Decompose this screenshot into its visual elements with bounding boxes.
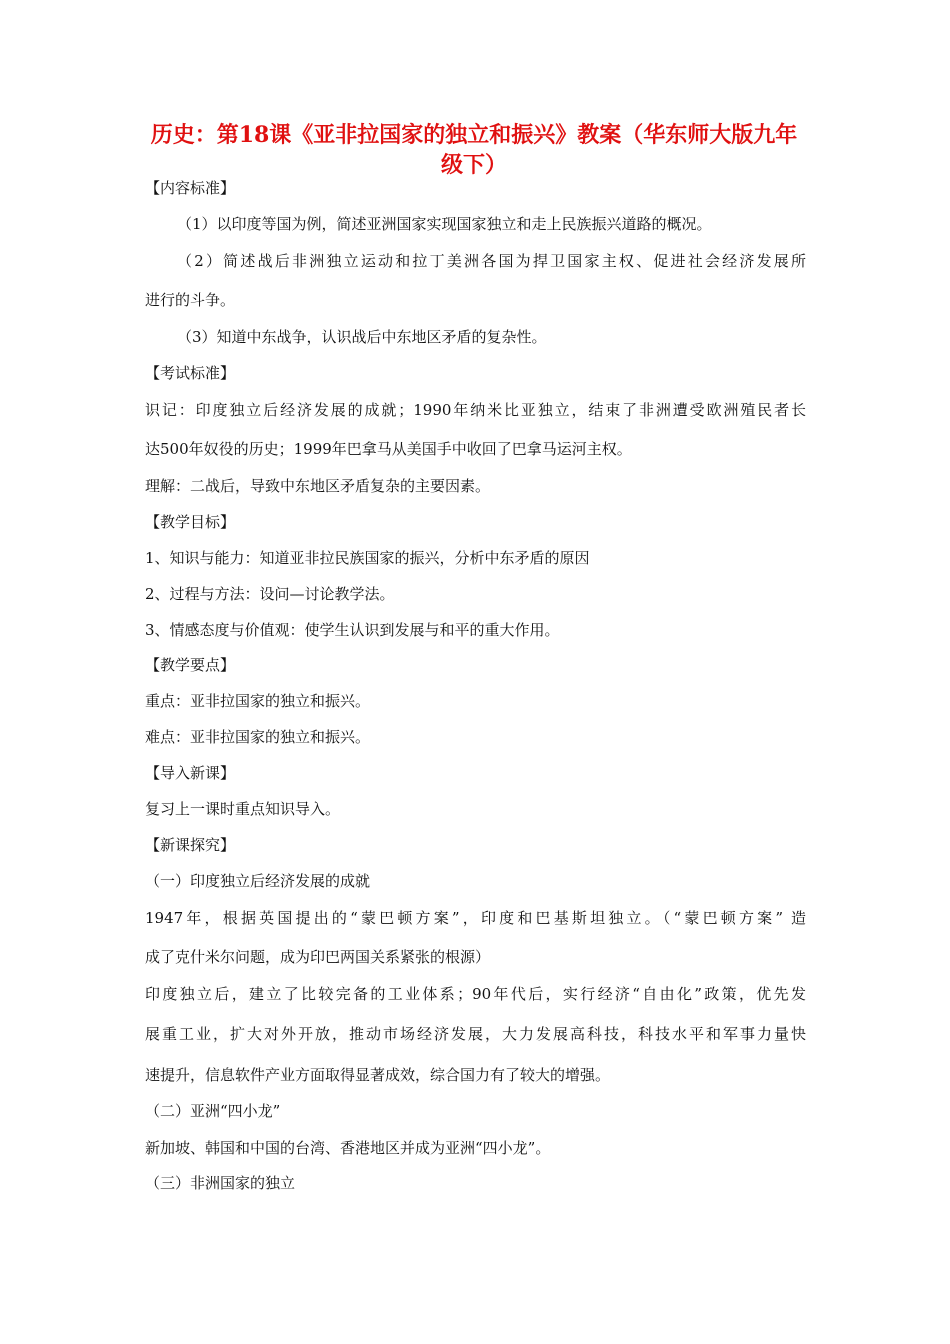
content-standard-item-2-cont: 进行的斗争。 — [145, 291, 236, 309]
content-standard-heading: 【内容标准】 — [145, 179, 236, 197]
section-1-line-5: 速提升，信息软件产业方面取得显著成效，综合国力有了较大的增强。 — [145, 1066, 611, 1084]
key-point-focus: 重点：亚非拉国家的独立和振兴。 — [145, 692, 371, 710]
new-lesson-heading: 【新课探究】 — [145, 836, 236, 854]
content-standard-item-1: （1）以印度等国为例，简述亚洲国家实现国家独立和走上民族振兴道路的概况。 — [177, 215, 712, 233]
intro-heading: 【导入新课】 — [145, 764, 236, 782]
teaching-goal-3: 3、情感态度与价值观：使学生认识到发展与和平的重大作用。 — [145, 621, 560, 639]
exam-standard-heading: 【考试标准】 — [145, 364, 236, 382]
teaching-goal-1: 1、知识与能力：知道亚非拉民族国家的振兴，分析中东矛盾的原因 — [145, 549, 590, 567]
document-title — [118, 120, 830, 180]
section-3-heading: （三）非洲国家的独立 — [145, 1174, 296, 1192]
section-1-line-4: 展重工业，扩大对外开放，推动市场经济发展，大力发展高科技，科技水平和军事力量快 — [145, 1025, 806, 1043]
exam-standard-line-2: 达500年奴役的历史；1999年巴拿马从美国手中收回了巴拿马运河主权。 — [145, 440, 632, 458]
title-line-1: 历史：第18课《亚非拉国家的独立和振兴》教案（华东师大版九年 — [150, 122, 798, 148]
section-2-text: 新加坡、韩国和中国的台湾、香港地区并成为亚洲“四小龙”。 — [145, 1139, 551, 1157]
section-1-heading: （一）印度独立后经济发展的成就 — [145, 872, 371, 890]
title-line-2: 级下） — [440, 152, 507, 178]
section-1-line-1: 1947年，根据英国提出的“蒙巴顿方案”，印度和巴基斯坦独立。（“蒙巴顿方案” 造 — [145, 909, 806, 927]
key-point-difficulty: 难点：亚非拉国家的独立和振兴。 — [145, 728, 371, 746]
content-standard-item-2: （2）简述战后非洲独立运动和拉丁美洲各国为捍卫国家主权、促进社会经济发展所 — [177, 252, 806, 270]
section-1-line-2: 成了克什米尔问题，成为印巴两国关系紧张的根源） — [145, 948, 491, 966]
teaching-goals-heading: 【教学目标】 — [145, 513, 236, 531]
key-points-heading: 【教学要点】 — [145, 656, 236, 674]
intro-text: 复习上一课时重点知识导入。 — [145, 800, 341, 818]
content-standard-item-3: （3）知道中东战争，认识战后中东地区矛盾的复杂性。 — [177, 328, 547, 346]
teaching-goal-2: 2、过程与方法：设问—讨论教学法。 — [145, 585, 395, 603]
section-2-heading: （二）亚洲“四小龙” — [145, 1102, 281, 1120]
exam-standard-line-3: 理解：二战后，导致中东地区矛盾复杂的主要因素。 — [145, 477, 491, 495]
section-1-line-3: 印度独立后，建立了比较完备的工业体系；90年代后，实行经济“自由化”政策，优先发 — [145, 985, 806, 1003]
exam-standard-line-1: 识记：印度独立后经济发展的成就；1990年纳米比亚独立，结束了非洲遭受欧洲殖民者长 — [145, 401, 806, 419]
